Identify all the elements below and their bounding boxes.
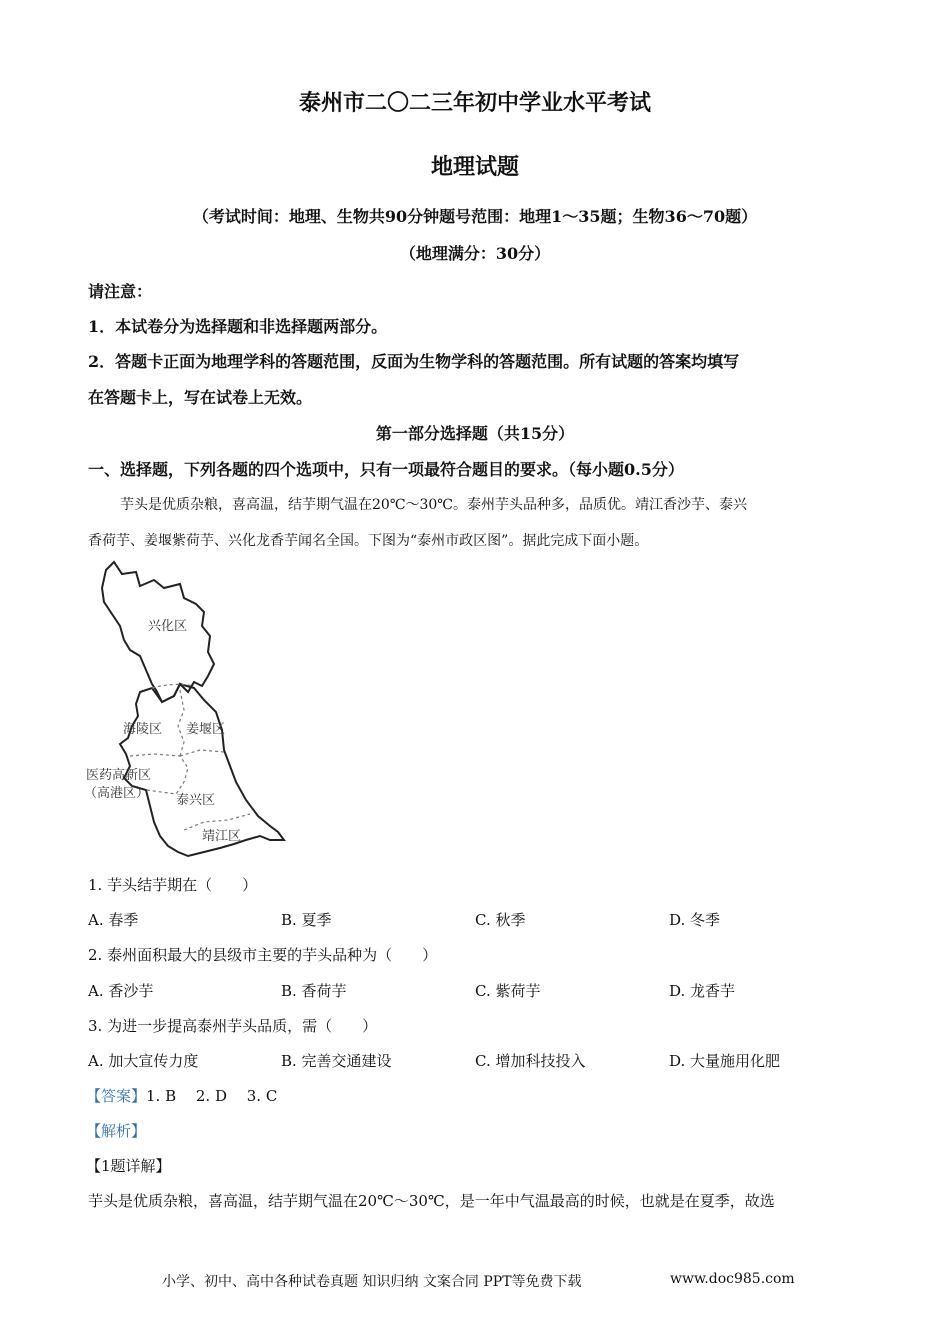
question-3-option-a: A. 加大宣传力度 xyxy=(88,1052,199,1070)
part-title: 第一部分选择题（共15分） xyxy=(375,424,575,443)
score-info: （地理满分：30分） xyxy=(399,244,551,263)
analysis-q1-tag: 【1题详解】 xyxy=(86,1157,171,1175)
question-1-stem: 1. 芋头结芋期在（ ） xyxy=(88,876,258,894)
section-heading: 一、选择题，下列各题的四个选项中，只有一项最符合题目的要求。（每小题0.5分） xyxy=(88,460,684,479)
question-2-option-c: C. 紫荷芋 xyxy=(475,982,541,1000)
map-label-yiyao: 医药高新区 xyxy=(86,768,152,783)
map-internal-boundary-2 xyxy=(178,690,184,756)
map-internal-boundary-5 xyxy=(184,814,250,830)
notice-item-2-line-2: 在答题卡上，写在试卷上无效。 xyxy=(88,388,313,407)
map-label-taixing: 泰兴区 xyxy=(176,793,216,808)
map-label-jingjiang: 靖江区 xyxy=(202,829,242,844)
question-3-option-c: C. 增加科技投入 xyxy=(475,1052,586,1070)
answer-tag: 【答案】 xyxy=(86,1087,147,1105)
exam-info: （考试时间：地理、生物共90分钟题号范围：地理1～35题；生物36～70题） xyxy=(192,207,758,226)
passage-line-2: 香荷芋、姜堰紫荷芋、兴化龙香芋闻名全国。下图为“泰州市政区图”。据此完成下面小题。 xyxy=(88,533,649,549)
question-1-option-a: A. 春季 xyxy=(88,911,139,929)
map-label-jiangyan: 姜堰区 xyxy=(186,722,226,737)
question-3-stem: 3. 为进一步提高泰州芋头品质，需（ ） xyxy=(88,1017,378,1035)
question-1-option-d: D. 冬季 xyxy=(669,911,721,929)
map-internal-boundary-4 xyxy=(180,750,224,756)
question-2-stem: 2. 泰州面积最大的县级市主要的芋头品种为（ ） xyxy=(88,946,438,964)
notice-item-1: 1．本试卷分为选择题和非选择题两部分。 xyxy=(88,317,388,336)
question-3-option-b: B. 完善交通建设 xyxy=(281,1052,392,1070)
passage-line-1: 芋头是优质杂粮，喜高温，结芋期气温在20℃～30℃。泰州芋头品种多，品质优。靖江香沙芋、泰兴 xyxy=(120,497,747,513)
analysis-tag: 【解析】 xyxy=(86,1122,147,1140)
map-label-gaogang: （高港区） xyxy=(84,786,150,801)
answer-line xyxy=(86,1085,277,1106)
footer-text: 小学、初中、高中各种试卷真题 知识归纳 文案合同 PPT等免费下载 xyxy=(162,1274,582,1290)
notice-item-2-line-1: 2．答题卡正面为地理学科的答题范围，反面为生物学科的答题范围。所有试题的答案均填写 xyxy=(88,352,740,371)
map-label-xinghua: 兴化区 xyxy=(148,619,188,634)
answer-text: 1. B 2. D 3. C xyxy=(146,1087,278,1105)
exam-title: 泰州市二〇二三年初中学业水平考试 xyxy=(298,90,651,116)
exam-subtitle: 地理试题 xyxy=(430,154,519,180)
question-2-option-b: B. 香荷芋 xyxy=(281,982,347,1000)
question-2-option-d: D. 龙香芋 xyxy=(669,982,736,1000)
analysis-q1-text: 芋头是优质杂粮，喜高温，结芋期气温在20℃～30℃，是一年中气温最高的时候，也就是在夏季，故选 xyxy=(88,1192,775,1210)
question-1-option-b: B. 夏季 xyxy=(281,911,332,929)
question-2-option-a: A. 香沙芋 xyxy=(88,982,154,1000)
question-1-option-c: C. 秋季 xyxy=(475,911,526,929)
map-label-hailing: 海陵区 xyxy=(123,722,163,737)
notice-heading: 请注意： xyxy=(88,282,153,301)
taizhou-district-map xyxy=(84,560,294,862)
footer-url[interactable]: www.doc985.com xyxy=(670,1271,795,1287)
question-3-option-d: D. 大量施用化肥 xyxy=(669,1052,781,1070)
